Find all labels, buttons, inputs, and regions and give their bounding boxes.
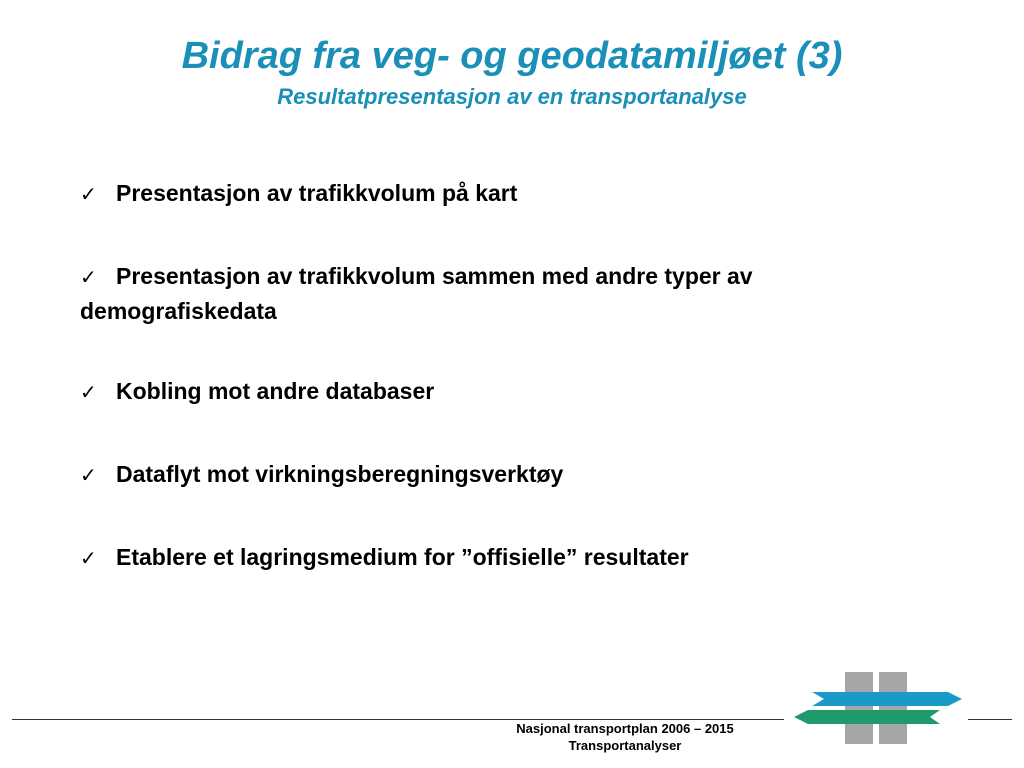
- ntp-logo-icon: [790, 672, 965, 746]
- bullet-list: [80, 176, 940, 623]
- checkmark-icon: ✓: [80, 182, 97, 206]
- bullet-text: Presentasjon av trafikkvolum på kart: [116, 180, 518, 206]
- bullet-text: Dataflyt mot virkningsberegningsverktøy: [116, 461, 564, 487]
- footer-divider-right: [968, 719, 1012, 720]
- slide-title: Bidrag fra veg- og geodatamiljøet (3): [181, 35, 843, 77]
- checkmark-icon: ✓: [80, 265, 97, 289]
- footer-line-1: Nasjonal transportplan 2006 – 2015: [516, 721, 734, 736]
- logo-gray-bar-left: [845, 672, 873, 744]
- bullet-text: Presentasjon av trafikkvolum sammen med andre typer av demografiskedata: [80, 263, 753, 324]
- logo-green-arrow: [794, 710, 940, 724]
- checkmark-icon: ✓: [80, 463, 97, 487]
- checkmark-icon: ✓: [80, 380, 97, 404]
- bullet-text: Etablere et lagringsmedium for ”offisielle” resultater: [116, 544, 689, 570]
- logo-gray-bar-right: [879, 672, 907, 744]
- bullet-text: Kobling mot andre databaser: [116, 378, 435, 404]
- bullet-item: [80, 374, 940, 409]
- logo-blue-arrow: [812, 692, 962, 706]
- slide-subtitle: Resultatpresentasjon av en transportanalyse: [277, 84, 747, 109]
- bullet-item: [80, 176, 940, 211]
- footer: [470, 720, 780, 754]
- bullet-item: [80, 457, 940, 492]
- bullet-item: [80, 259, 940, 328]
- checkmark-icon: ✓: [80, 546, 97, 570]
- footer-line-2: Transportanalyser: [568, 738, 682, 753]
- bullet-item: [80, 540, 940, 575]
